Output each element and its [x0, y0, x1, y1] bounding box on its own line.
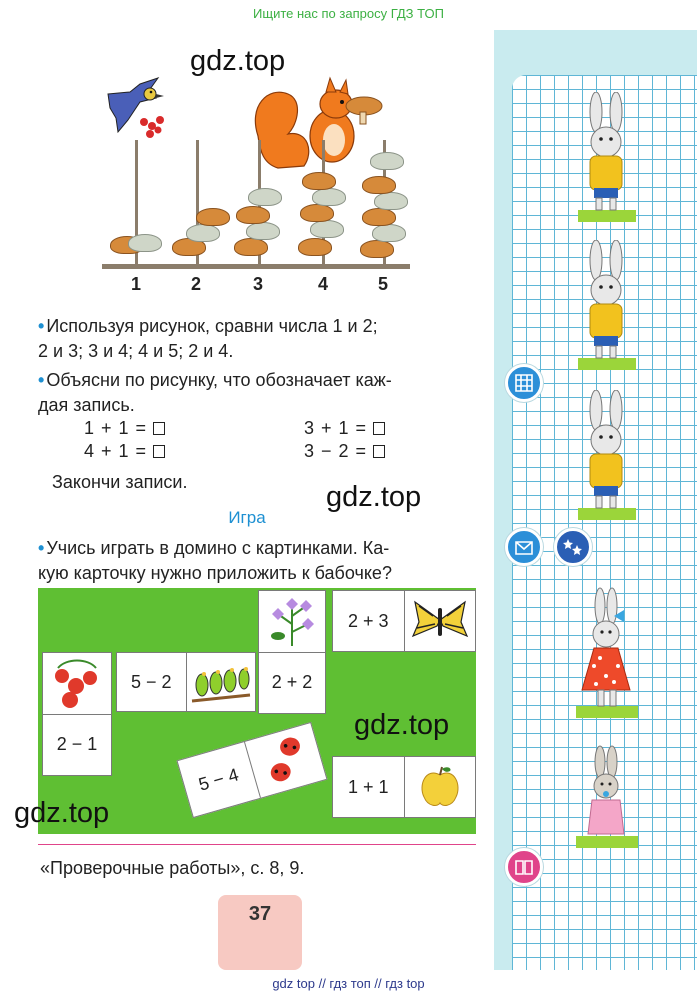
- domino-card[interactable]: [42, 652, 112, 776]
- bunny-girl-icon: [574, 586, 640, 722]
- bottom-banner: gdz top // гдз топ // гдз top: [272, 976, 425, 991]
- squirrel-icon: [248, 76, 388, 176]
- section-title-game: Игра: [228, 508, 266, 527]
- mushroom: [374, 192, 408, 210]
- task-text: дая запись.: [38, 395, 135, 415]
- domino-expression: 2 + 2: [259, 652, 325, 714]
- envelope-icon[interactable]: [505, 528, 543, 566]
- top-banner: Ищите нас по запросу ГДЗ ТОП: [253, 6, 444, 21]
- mushroom: [372, 224, 406, 242]
- bunny-boy-icon: [574, 240, 640, 374]
- bunny-boy-icon: [574, 92, 640, 226]
- answer-box[interactable]: [153, 422, 165, 435]
- mushroom: [186, 224, 220, 242]
- mushroom: [128, 234, 162, 252]
- task-text: кую карточку нужно приложить к бабочке?: [38, 563, 392, 583]
- grid-icon[interactable]: [505, 364, 543, 402]
- domino-expression: 5 − 2: [130, 671, 172, 692]
- stars-icon[interactable]: [554, 528, 592, 566]
- domino-picture: [259, 591, 325, 652]
- mushroom: [370, 152, 404, 170]
- mushroom: [246, 222, 280, 240]
- mushroom: [302, 172, 336, 190]
- pole-number: 4: [318, 274, 329, 294]
- domino-card[interactable]: [332, 590, 476, 652]
- pole-number: 2: [191, 274, 202, 294]
- mushroom: [312, 188, 346, 206]
- divider: [38, 844, 476, 845]
- domino-expression: 1 + 1: [347, 776, 389, 797]
- expression: 3 + 1 =: [304, 418, 385, 439]
- bullet: •: [38, 538, 45, 558]
- expression: 1 + 1 =: [84, 418, 165, 439]
- reference-text: «Проверочные работы», с. 8, 9.: [40, 858, 305, 878]
- domino-expression: 2 − 1: [43, 714, 111, 776]
- mushroom: [298, 238, 332, 256]
- bellflowers-icon: [264, 594, 320, 648]
- pole-number: 5: [378, 274, 389, 294]
- bunny-boy-icon: [574, 390, 640, 524]
- expression: 3 − 2 =: [304, 441, 385, 462]
- domino-picture: [43, 653, 111, 714]
- pole-number: 1: [131, 274, 142, 294]
- task-explain: [38, 368, 392, 418]
- parrots-icon: [190, 657, 252, 707]
- book-icon[interactable]: [505, 848, 543, 886]
- mushroom: [236, 206, 270, 224]
- mushroom: [234, 238, 268, 256]
- answer-box[interactable]: [373, 422, 385, 435]
- mushroom: [248, 188, 282, 206]
- answer-box[interactable]: [373, 445, 385, 458]
- page-number: 37: [218, 895, 302, 970]
- mushroom: [362, 176, 396, 194]
- ladybugs-icon: [254, 730, 317, 790]
- bullet: •: [38, 370, 45, 390]
- butterfly-icon: [409, 598, 471, 644]
- domino-picture: [404, 591, 476, 651]
- mushroom: [362, 208, 396, 226]
- task-domino: [38, 536, 392, 586]
- pole-number: 3: [253, 274, 264, 294]
- mushroom: [360, 240, 394, 258]
- strawberries-icon: [48, 656, 106, 710]
- bullet: •: [38, 316, 45, 336]
- domino-picture: [186, 653, 256, 711]
- domino-card[interactable]: [258, 590, 326, 714]
- task-text: Используя рисунок, сравни числа 1 и 2;: [46, 316, 378, 336]
- task-text: Объясни по рисунку, что обозначает каж-: [46, 370, 392, 390]
- domino-card[interactable]: [116, 652, 256, 712]
- task-compare: [38, 314, 378, 364]
- watermark: gdz.top: [354, 709, 450, 741]
- mushroom: [196, 208, 230, 226]
- apple-icon: [416, 763, 464, 811]
- watermark: gdz.top: [190, 45, 286, 77]
- mushroom: [310, 220, 344, 238]
- expression: 4 + 1 =: [84, 441, 165, 462]
- answer-box[interactable]: [153, 445, 165, 458]
- task-text: Учись играть в домино с картинками. Ка-: [46, 538, 390, 558]
- abacus-base: [102, 264, 410, 269]
- domino-picture: [404, 757, 476, 817]
- domino-expression: 5 − 4: [196, 763, 241, 795]
- mushroom: [300, 204, 334, 222]
- domino-expression: 2 + 3: [347, 610, 389, 631]
- watermark: gdz.top: [14, 797, 110, 829]
- berries-icon: [136, 112, 168, 140]
- watermark: gdz.top: [326, 481, 422, 513]
- bunny-baby-icon: [574, 744, 640, 854]
- domino-card[interactable]: [332, 756, 476, 818]
- task-finish: Закончи записи.: [52, 472, 188, 492]
- task-text: 2 и 3; 3 и 4; 4 и 5; 2 и 4.: [38, 341, 234, 361]
